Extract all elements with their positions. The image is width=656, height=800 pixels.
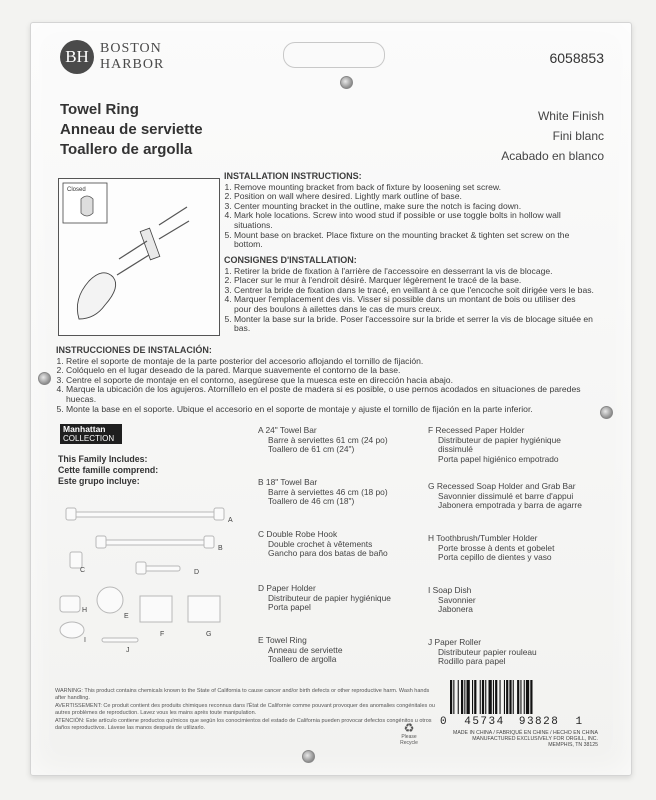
family-en: This Family Includes: (58, 454, 148, 464)
upc-digit-group2: 93828 (518, 716, 560, 728)
warning-en: WARNING: This product contains chemicals known to the State of California to cause cancer and/or birth defects or other reproductive harm. Wash hands after handling. (55, 688, 430, 701)
product-name-fr: Distributeur de papier hygiénique dissimulé (438, 434, 561, 455)
instructions-fr-step: 5. Monter la base sur la bride. Poser l'accessoire sur la bride et serrer la vis de blocage située en bas. (234, 315, 594, 334)
barcode-bar (495, 680, 497, 714)
instructions-en-step: 2. Position on wall where desired. Lightly mark outline of base. (234, 192, 594, 202)
product-code: G (428, 481, 435, 491)
product-code: F (428, 425, 434, 435)
product-name-fr: Barre à serviettes 46 cm (18 po) (268, 486, 388, 497)
recycle-label: Please Recycle (400, 734, 418, 746)
instructions-en-step: 5. Mount base on bracket. Place fixture on the mounting bracket & tighten set screw on the bottom. (234, 231, 594, 250)
recycle-mark (398, 722, 420, 746)
product-code: I (428, 585, 431, 595)
made-in-line: MANUFACTURED EXCLUSIVELY FOR ORGILL, INC. (472, 736, 598, 743)
instructions-fr-step: 4. Marquer l'emplacement des vis. Visser si possible dans un montant de bois ou utiliser des pour des boulons à ailettes dans le cas de murs creux. (234, 295, 594, 314)
instructions-en-heading: INSTALLATION INSTRUCTIONS: (224, 171, 362, 181)
instructions-es-heading: INSTRUCCIONES DE INSTALACIÓN: (56, 345, 212, 355)
finish-labels (501, 106, 604, 166)
barcode-bar (458, 680, 459, 714)
barcode-bar (461, 680, 463, 714)
upc-digits (440, 716, 600, 728)
family-includes (58, 454, 158, 487)
product-code: A (258, 425, 264, 435)
instructions-fr-step: 1. Retirer la bride de fixation à l'arrière de l'accessoire en desserrant la vis de blocage. (234, 267, 594, 277)
product-name-en: Paper Roller (434, 637, 482, 647)
title-en: Towel Ring (60, 101, 139, 118)
hang-slot (283, 42, 385, 68)
family-es: Este grupo incluye: (58, 476, 140, 486)
product-name-fr: Distributeur de papier hygiénique (268, 592, 391, 603)
instructions-fr-step: 3. Centrer la bride de fixation dans le tracé, en veillant à ce que l'encoche soit dirigée vers le bas. (234, 286, 594, 296)
product-letter: E (124, 613, 129, 620)
product-code: J (428, 637, 433, 647)
instructions-fr-heading: CONSIGNES D'INSTALLATION: (224, 255, 357, 265)
brand-logo (60, 40, 164, 74)
barcode-bar (453, 680, 454, 714)
barcode-bar (500, 680, 501, 714)
instructions-es (56, 346, 596, 414)
warning-fr: AVERTISSEMENT: Ce produit contient des produits chimiques reconnus dans l'État de Californie comme pouvant provoquer des anomalies congénitales ou autres problèmes de reproduction. Lavez vous les mains après toute manipulation. (55, 703, 435, 716)
product-letter: H (82, 607, 88, 614)
product-name-es: Porta papel higiénico empotrado (438, 453, 559, 464)
finish-fr: Fini blanc (552, 129, 604, 143)
barcode-bar (504, 680, 505, 714)
product-code: D (258, 583, 265, 593)
rivet-right (600, 406, 613, 419)
product-name-en: Double Robe Hook (266, 529, 338, 539)
collection-line2: COLLECTION (63, 434, 115, 443)
warning-es: ATENCIÓN: Este artículo contiene productos químicos que según los conocimientos del estado de California pueden provocar defectos congénitos u otros daños reproductivos. Lávese las manos después de utilizarlo. (55, 718, 432, 731)
product-letter: J (126, 647, 130, 654)
product-name-fr: Barre à serviettes 61 cm (24 po) (268, 434, 388, 445)
barcode-bar (485, 680, 486, 714)
product-name-en: 24" Towel Bar (265, 425, 317, 435)
product-name-en: Recessed Soap Holder and Grab Bar (436, 481, 576, 491)
made-in-line: MADE IN CHINA / FABRIQUÉ EN CHINE / HECHO EN CHINA (453, 730, 598, 736)
barcode-bar (489, 680, 492, 714)
warnings (55, 688, 440, 733)
product-code: C (258, 529, 265, 539)
barcode-bar (493, 680, 494, 714)
barcode-bar (450, 680, 452, 714)
product-name-fr: Savonnier (438, 594, 476, 605)
recycle-icon: ♻ (403, 721, 415, 735)
product-letter: C (80, 567, 86, 574)
product-item-j (428, 638, 588, 667)
product-letter: D (194, 569, 200, 576)
rivet-bottom (302, 750, 315, 763)
product-item-c (258, 530, 418, 559)
barcode-bar (520, 680, 521, 714)
barcode-bar (530, 680, 532, 714)
diagram-illustration (59, 179, 219, 335)
instructions-en-step: 3. Center mounting bracket in the outline, make sure the notch is facing down. (234, 202, 594, 212)
brand-line1: BOSTON (100, 41, 162, 56)
finish-en: White Finish (537, 109, 604, 123)
product-code: B (258, 477, 264, 487)
product-name-es: Gancho para dos batas de baño (268, 548, 388, 559)
product-item-i (428, 586, 588, 615)
product-name-es: Rodillo para papel (438, 656, 506, 667)
barcode-bar (482, 680, 484, 714)
instructions-fr (224, 256, 594, 334)
product-name-fr: Double crochet à vêtements (268, 538, 373, 549)
brand-monogram: BH (60, 40, 94, 74)
instructions-fr-step: 2. Placer sur le mur à l'endroit désiré. Marquer légèrement le tracé de la base. (234, 276, 594, 286)
title-es: Toallero de argolla (60, 141, 193, 158)
product-name-en: Recessed Paper Holder (435, 425, 525, 435)
instructions-en (224, 172, 594, 250)
product-letter: F (160, 631, 165, 638)
product-titles (60, 100, 203, 160)
collection-logo (60, 424, 122, 444)
barcode-bar (480, 680, 481, 714)
product-item-a (258, 426, 418, 455)
title-fr: Anneau de serviette (60, 121, 203, 138)
product-name-en: Soap Dish (432, 585, 472, 595)
diagram-label: Closed (67, 187, 86, 193)
barcode-bar (474, 680, 476, 714)
product-name-en: Toothbrush/Tumbler Holder (436, 533, 538, 543)
product-name-es: Toallero de 61 cm (24") (268, 444, 355, 455)
upc-digit-lead: 0 (440, 716, 449, 728)
barcode-bar (524, 680, 525, 714)
product-item-g (428, 482, 588, 511)
product-code: E (258, 635, 264, 645)
installation-diagram (58, 178, 220, 336)
product-item-e (258, 636, 418, 665)
finish-es: Acabado en blanco (501, 149, 604, 163)
rivet-top (340, 76, 353, 89)
made-in-line: MEMPHIS, TN 38125 (548, 742, 598, 749)
product-family-illustration (56, 500, 246, 660)
rivet-left (38, 372, 51, 385)
product-item-b (258, 478, 418, 507)
product-name-fr: Anneau de serviette (268, 644, 343, 655)
instructions-es-step: 1. Retire el soporte de montaje de la parte posterior del accesorio aflojando el tornillo de fijación. (66, 357, 596, 367)
barcode-bar (509, 680, 511, 714)
product-name-es: Toallero de argolla (268, 654, 337, 665)
upc-digit-group1: 45734 (464, 716, 505, 728)
instructions-en-step: 1. Remove mounting bracket from back of fixture by loosening set screw. (234, 183, 594, 193)
barcode-bar (513, 680, 514, 714)
instructions-es-step: 2. Colóquelo en el lugar deseado de la pared. Marque suavemente el contorno de la base. (66, 366, 596, 376)
product-name-fr: Porte brosse à dents et gobelet (438, 542, 555, 553)
product-name-fr: Distributeur papier rouleau (438, 646, 537, 657)
instructions-es-step: 3. Centre el soporte de montaje en el contorno, asegúrese que la muesca este en dirección hacia abajo. (66, 376, 596, 386)
product-name-en: Paper Holder (266, 583, 316, 593)
instructions-es-step: 4. Marque la ubicación de los agujeros. Atorníllelo en el poste de madera si es posible, o use pernos acodados en situaciones de paredes huecas. (66, 385, 596, 404)
product-name-es: Jabonera empotrada y barra de agarre (438, 500, 582, 511)
sku-number: 6058853 (549, 50, 604, 66)
brand-line2: HARBOR (100, 57, 165, 72)
product-name-es: Toallero de 46 cm (18") (268, 496, 355, 507)
barcode-bar (464, 680, 465, 714)
family-fr: Cette famille comprend: (58, 465, 159, 475)
product-item-d (258, 584, 418, 613)
product-letter: B (218, 545, 223, 552)
product-letter: I (84, 637, 86, 644)
instructions-es-step: 5. Monte la base en el soporte. Ubique el accesorio en el soporte de montaje y ajuste el tornillo de fijación en la parte inferior. (66, 405, 596, 415)
barcode-bar (526, 680, 529, 714)
barcode-bar (506, 680, 508, 714)
product-name-es: Porta papel (268, 602, 311, 613)
collection-line1: Manhattan (63, 424, 106, 434)
product-code: H (428, 533, 435, 543)
instructions-en-step: 4. Mark hole locations. Screw into wood stud if possible or use toggle bolts in hollow wall situations. (234, 211, 594, 230)
barcode-bar (517, 680, 519, 714)
barcode-bar (472, 680, 473, 714)
product-name-en: 18" Towel Bar (265, 477, 318, 487)
product-name-es: Porta cepillo de dientes y vaso (438, 552, 552, 563)
barcode-bar (467, 680, 470, 714)
product-name-en: Towel Ring (265, 635, 307, 645)
product-item-f (428, 426, 588, 464)
product-item-h (428, 534, 588, 563)
product-letter: A (228, 517, 233, 524)
upc-digit-check: 1 (575, 716, 584, 728)
product-letter: G (206, 631, 212, 638)
made-in-info (430, 730, 598, 749)
product-name-fr: Savonnier dissimulé et barre d'appui (438, 490, 574, 501)
product-name-es: Jabonera (438, 604, 473, 615)
